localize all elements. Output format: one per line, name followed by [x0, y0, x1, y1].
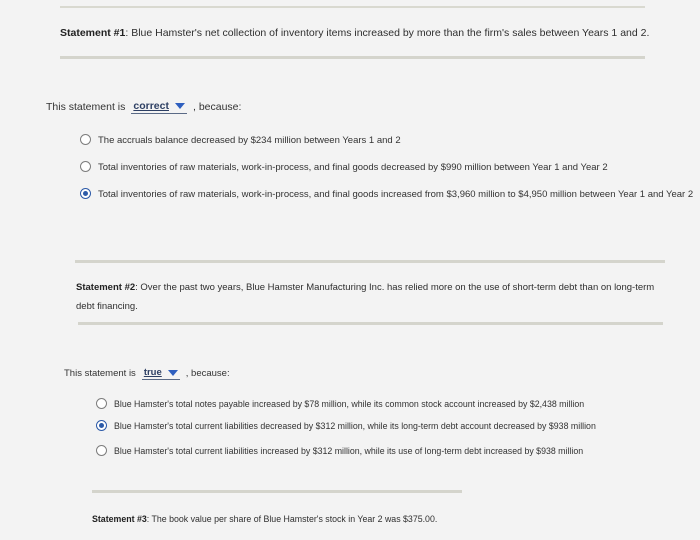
answer-prefix: This statement is	[46, 101, 126, 113]
statement-2-option-2[interactable]	[96, 417, 696, 436]
statement-2	[76, 278, 666, 316]
statement-2-option-3[interactable]	[96, 442, 696, 461]
caret-down-icon	[168, 370, 178, 376]
statement-2-text: : Over the past two years, Blue Hamster Manufacturing Inc. has relied more on the use of short-term debt than on long-term debt financing.	[76, 282, 655, 312]
divider-3	[78, 322, 663, 325]
radio-button-selected[interactable]	[96, 420, 107, 431]
statement-1	[60, 24, 660, 43]
caret-down-icon	[175, 103, 185, 109]
radio-button-selected[interactable]	[80, 188, 91, 199]
top-divider	[60, 6, 645, 8]
statement-1-option-3[interactable]	[80, 185, 695, 204]
option-text: Blue Hamster's total notes payable increased by $78 million, while its common stock account increased by $2,438 million	[114, 399, 585, 409]
statement-3-text: : The book value per share of Blue Hamster's stock in Year 2 was $375.00.	[146, 514, 438, 524]
statement-2-dropdown[interactable]	[142, 367, 180, 380]
statement-2-label: Statement #2	[76, 282, 136, 293]
statement-1-dropdown[interactable]	[131, 100, 187, 114]
statement-1-option-1[interactable]	[80, 131, 680, 150]
radio-button[interactable]	[80, 134, 91, 145]
divider-1	[60, 56, 645, 59]
radio-button[interactable]	[96, 398, 107, 409]
radio-button[interactable]	[96, 445, 107, 456]
dropdown-value: true	[143, 367, 162, 378]
option-text: The accruals balance decreased by $234 million between Years 1 and 2	[98, 135, 401, 146]
divider-2	[75, 260, 665, 263]
statement-3	[92, 510, 692, 529]
statement-3-label: Statement #3	[92, 514, 147, 524]
radio-button[interactable]	[80, 161, 91, 172]
statement-2-answer-line	[64, 367, 230, 380]
statement-1-label: Statement #1	[60, 27, 126, 39]
option-text: Blue Hamster's total current liabilities decreased by $312 million, while its long-term debt account decreased by $938 million	[114, 421, 596, 431]
divider-4	[92, 490, 462, 493]
statement-2-option-1[interactable]	[96, 395, 696, 414]
answer-prefix: This statement is	[64, 368, 136, 379]
option-text: Total inventories of raw materials, work-in-process, and final goods increased from $3,960 million to $4,950 million between Year 1 and Year 2	[98, 189, 694, 200]
statement-1-option-2[interactable]	[80, 158, 680, 177]
option-text: Blue Hamster's total current liabilities increased by $312 million, while its use of long-term debt increased by $938 million	[114, 446, 584, 456]
answer-suffix: , because:	[192, 101, 242, 113]
dropdown-value: correct	[133, 100, 169, 112]
statement-1-answer-line	[46, 100, 241, 114]
option-text: Total inventories of raw materials, work-in-process, and final goods decreased by $990 million between Year 1 and Year 2	[98, 162, 608, 173]
statement-1-text: : Blue Hamster's net collection of inventory items increased by more than the firm's sales between Years 1 and 2.	[125, 27, 650, 39]
answer-suffix: , because:	[185, 368, 230, 379]
